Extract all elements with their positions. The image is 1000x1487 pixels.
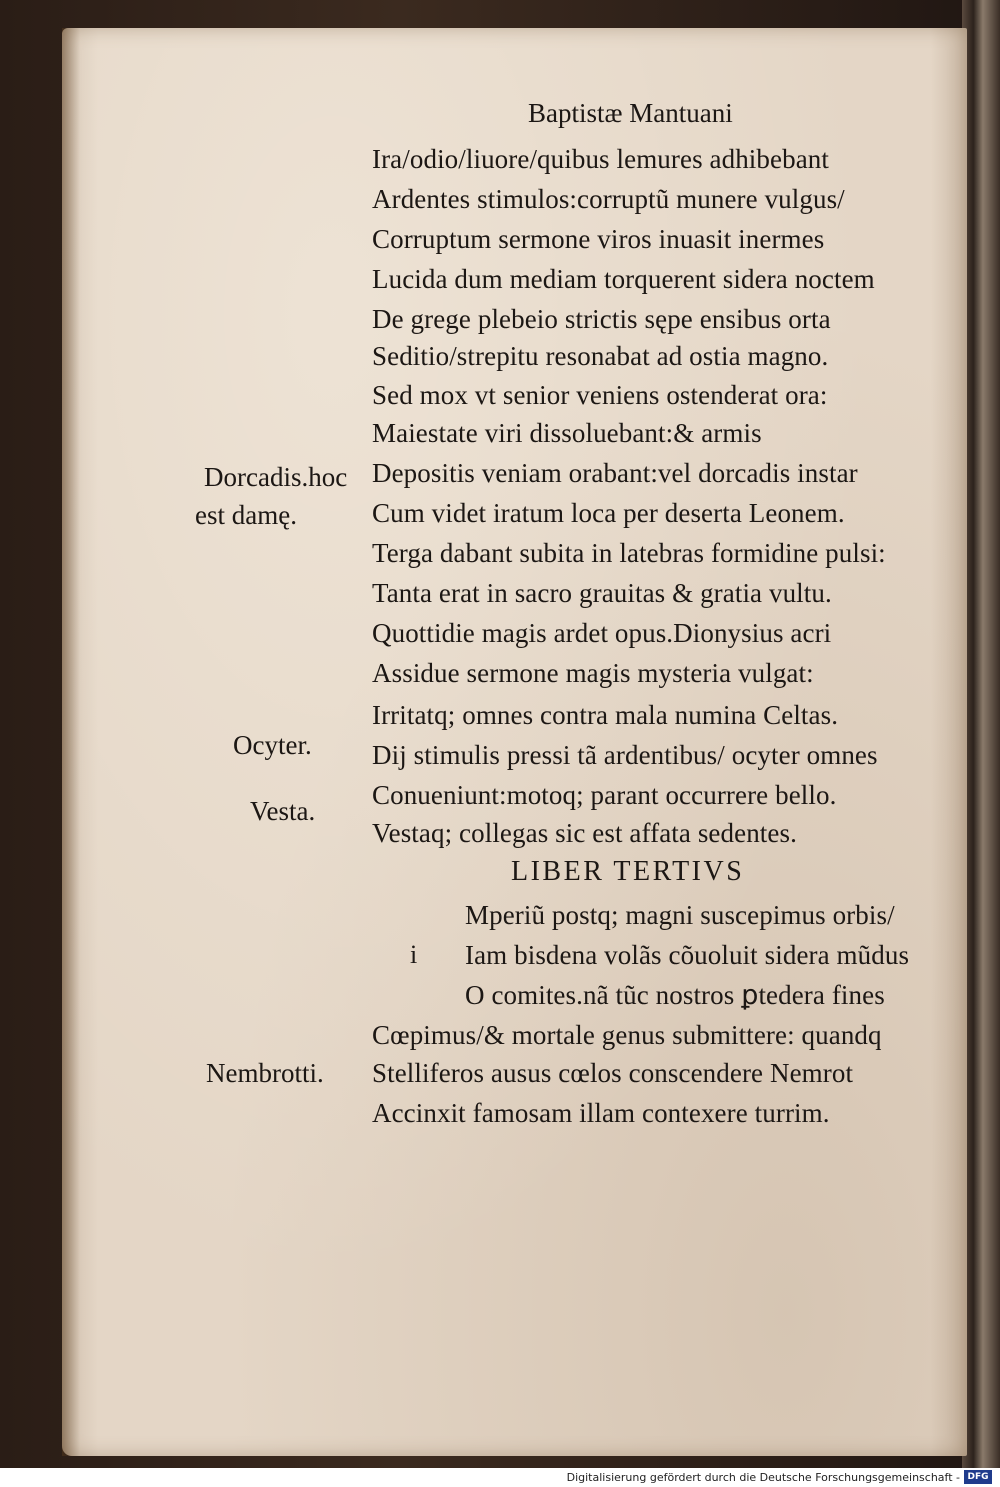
- verse-line: Irritatq; omnes contra mala numina Celtas.: [372, 700, 839, 730]
- margin-note-vesta: Vesta.: [250, 796, 316, 826]
- running-head: Baptistæ Mantuani: [528, 98, 733, 128]
- verse-line: Seditio/strepitu resonabat ad ostia magno.: [372, 341, 829, 371]
- verse-line: Tanta erat in sacro grauitas & gratia vultu.: [372, 578, 832, 608]
- verse-line: Accinxit famosam illam contexere turrim.: [372, 1098, 830, 1128]
- verse-line: Maiestate viri dissoluebant:& armis: [372, 418, 762, 448]
- verse-line: Cum videt iratum loca per deserta Leonem.: [372, 498, 845, 528]
- margin-note-nembrotti: Nembrotti.: [206, 1058, 324, 1088]
- signature-mark: i: [410, 940, 418, 969]
- verse-line: Depositis veniam orabant:vel dorcadis instar: [372, 458, 858, 488]
- verse-line: Iam bisdena volãs cõuoluit sidera mũdus: [465, 940, 910, 970]
- dfg-logo-icon: DFG: [964, 1470, 992, 1484]
- verse-line: Corruptum sermone viros inuasit inermes: [372, 224, 825, 254]
- verse-line: Conueniunt:motoq; parant occurrere bello.: [372, 780, 837, 810]
- verse-line: Ardentes stimulos:corruptũ munere vulgus/: [372, 184, 845, 214]
- verse-line: Quottidie magis ardet opus.Dionysius acri: [372, 618, 832, 648]
- verse-line: Ira/odio/liuore/quibus lemures adhibebant: [372, 144, 829, 174]
- verse-line: De grege plebeio strictis sępe ensibus orta: [372, 304, 831, 334]
- margin-note-ocyter: Ocyter.: [233, 730, 312, 760]
- margin-note-dorcadis: Dorcadis.hoc: [204, 462, 348, 492]
- page-edge: [962, 0, 1000, 1468]
- book-heading: LIBER TERTIVS: [511, 856, 745, 887]
- spine-shadow: [62, 28, 80, 1456]
- verse-line: Assidue sermone magis mysteria vulgat:: [372, 658, 814, 688]
- verse-line: Cœpimus/& mortale genus submittere: quandq: [372, 1020, 882, 1050]
- verse-line: Mperiũ postq; magni suscepimus orbis/: [465, 900, 895, 930]
- verse-line: Vestaq; collegas sic est affata sedentes.: [372, 818, 797, 848]
- verse-line: Stelliferos ausus cœlos conscendere Nemrot: [372, 1058, 854, 1088]
- verse-line: Dij stimulis pressi tã ardentibus/ ocyter omnes: [372, 740, 878, 770]
- verse-line: Terga dabant subita in latebras formidine pulsi:: [372, 538, 886, 568]
- verse-line: Lucida dum mediam torquerent sidera noctem: [372, 264, 875, 294]
- margin-note-dorcadis-2: est damę.: [195, 500, 297, 530]
- footer-credit: Digitalisierung gefördert durch die Deutsche Forschungsgemeinschaft -: [566, 1471, 960, 1484]
- verse-line: Sed mox vt senior veniens ostenderat ora:: [372, 380, 828, 410]
- verse-line: O comites.nã tũc nostros ꝑtedera fines: [465, 980, 885, 1010]
